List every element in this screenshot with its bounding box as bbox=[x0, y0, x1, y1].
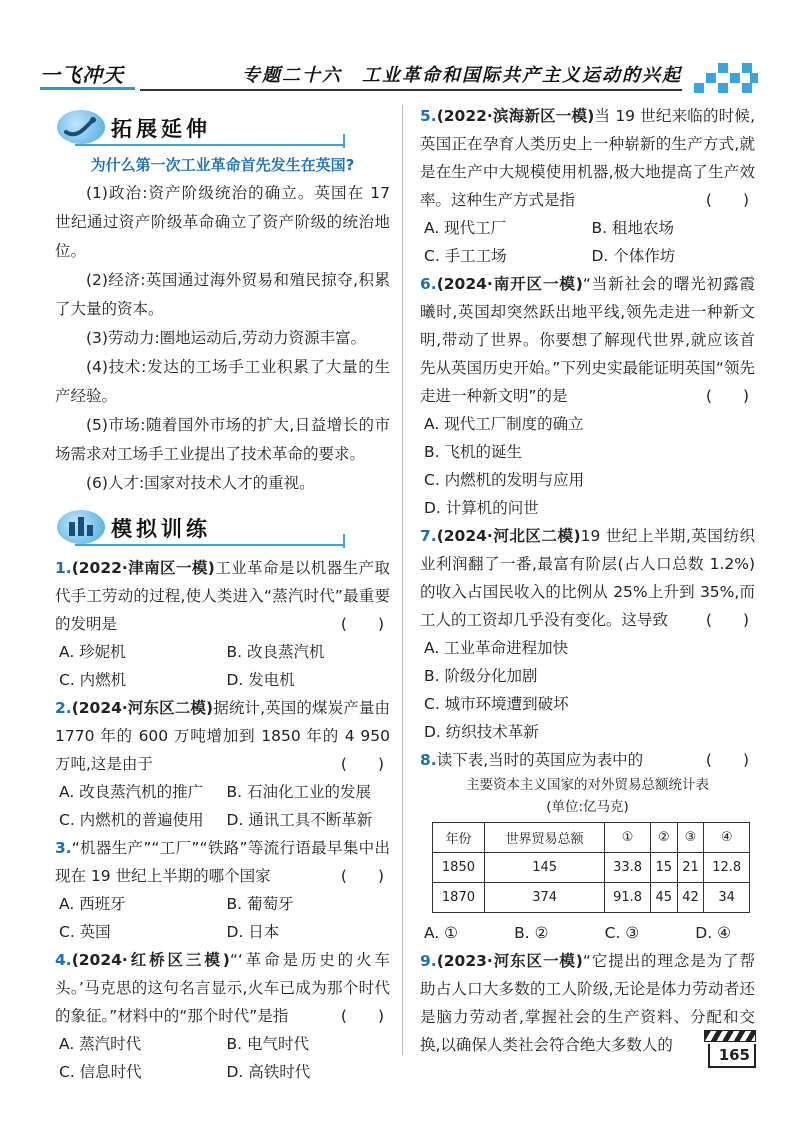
answer-bracket: ( ) bbox=[340, 1007, 384, 1025]
page-number-badge bbox=[700, 1030, 760, 1070]
question-number: 5. bbox=[420, 107, 437, 125]
table-header-cell: ① bbox=[605, 823, 651, 853]
option: D. 纺织技术革新 bbox=[424, 723, 539, 741]
option: D. 个体作坊 bbox=[591, 247, 676, 265]
training-section-header bbox=[55, 508, 390, 548]
question-number: 7. bbox=[420, 527, 437, 545]
extension-paragraph: (6)人才:国家对技术人才的重视。 bbox=[86, 474, 315, 492]
question-number: 1. bbox=[55, 559, 72, 577]
option: B. 石油化工业的发展 bbox=[226, 783, 371, 801]
question-item bbox=[420, 522, 755, 746]
question-item bbox=[55, 554, 390, 694]
answer-bracket: ( ) bbox=[340, 867, 384, 885]
extension-question: 为什么第一次工业革命首先发生在英国? bbox=[90, 156, 355, 174]
table-header-cell: 世界贸易总额 bbox=[484, 823, 604, 853]
option: A. 西班牙 bbox=[59, 895, 126, 913]
question-options bbox=[420, 214, 755, 270]
question-text: 读下表,当时的英国应为表中的 bbox=[436, 751, 644, 769]
training-heading: 模拟训练 bbox=[111, 517, 211, 541]
question-source: (2023·河东区一模) bbox=[436, 952, 583, 970]
question-options bbox=[55, 890, 390, 946]
extension-section-header bbox=[55, 108, 390, 148]
clapper-stripes-icon bbox=[704, 1030, 756, 1042]
extension-underline bbox=[75, 144, 345, 146]
option: B. 阶级分化加剧 bbox=[424, 667, 538, 685]
brand-underline bbox=[40, 87, 135, 90]
table-cell: 42 bbox=[677, 883, 704, 913]
extension-paragraph: (5)市场:随着国外市场的扩大,日益增长的市场需求对工场手工业提出了技术革命的要求。 bbox=[55, 416, 390, 463]
question-number: 6. bbox=[420, 275, 437, 293]
table-header-cell: ③ bbox=[677, 823, 704, 853]
right-column bbox=[420, 102, 755, 1059]
answer-bracket: ( ) bbox=[340, 615, 384, 633]
option: A. 改良蒸汽机的推广 bbox=[59, 783, 204, 801]
table-cell: 1870 bbox=[433, 883, 485, 913]
training-badge-icon bbox=[57, 510, 105, 544]
question-text: “它提出的理念是为了帮助占人口大多数的工人阶级,无论是体力劳动者还是脑力劳动者,掌握社会的生产资料、分配和交换,以确保人类社会符合绝大多数人的 bbox=[420, 952, 756, 1054]
question-source: (2024·红桥区三模) bbox=[71, 951, 230, 969]
question-number: 3. bbox=[55, 839, 72, 857]
question-text: 工业革命是以机器生产取代手工劳动的过程,使人类进入“蒸汽时代”最重要的发明是 bbox=[55, 559, 390, 633]
extension-paragraph: (3)劳动力:圈地运动后,劳动力资源丰富。 bbox=[86, 329, 367, 347]
option: A. 现代工厂制度的确立 bbox=[424, 415, 584, 433]
question-options bbox=[55, 638, 390, 694]
option: B. ② bbox=[514, 924, 549, 942]
option: C. 手工工场 bbox=[424, 247, 507, 265]
extension-paragraph: (2)经济:英国通过海外贸易和殖民掠夺,积累了大量的资本。 bbox=[55, 271, 390, 318]
table-cell: 15 bbox=[650, 853, 677, 883]
option: A. 工业革命进程加快 bbox=[424, 639, 569, 657]
option: A. 珍妮机 bbox=[59, 643, 126, 661]
table-header-cell: ② bbox=[650, 823, 677, 853]
question-text: “‘革命是历史的火车头。’马克思的这句名言显示,火车已成为那个时代的象征。”材料中的“那个时代”是指 bbox=[55, 951, 390, 1025]
page-number: 165 bbox=[708, 1044, 756, 1068]
question-number: 9. bbox=[420, 952, 437, 970]
question-source: (2024·河东区二模) bbox=[71, 699, 214, 717]
table-cell: 45 bbox=[650, 883, 677, 913]
option: B. 改良蒸汽机 bbox=[226, 643, 325, 661]
question-options bbox=[420, 919, 755, 947]
question-item bbox=[55, 834, 390, 946]
option: D. 通讯工具不断革新 bbox=[226, 811, 373, 829]
extension-underline-end bbox=[343, 134, 345, 148]
table-cell: 1850 bbox=[433, 853, 485, 883]
question-number: 4. bbox=[55, 951, 72, 969]
table-cell: 374 bbox=[484, 883, 604, 913]
answer-bracket: ( ) bbox=[340, 755, 384, 773]
answer-bracket: ( ) bbox=[705, 751, 749, 769]
chapter-title: 专题二十六 工业革命和国际共产主义运动的兴起 bbox=[242, 65, 682, 86]
option: D. 发电机 bbox=[226, 671, 295, 689]
question-item bbox=[55, 946, 390, 1086]
table-cell: 21 bbox=[677, 853, 704, 883]
option: C. 内燃机 bbox=[59, 671, 127, 689]
option: C. 内燃机的普遍使用 bbox=[59, 811, 204, 829]
page-header bbox=[40, 55, 760, 97]
option: C. ③ bbox=[604, 924, 640, 942]
option: D. 高铁时代 bbox=[226, 1063, 311, 1081]
question-options bbox=[55, 778, 390, 834]
table-cell: 91.8 bbox=[605, 883, 651, 913]
question-item bbox=[420, 270, 755, 522]
question-number: 8. bbox=[420, 751, 437, 769]
option: A. ① bbox=[424, 924, 459, 942]
answer-bracket: ( ) bbox=[705, 611, 749, 629]
option: B. 葡萄牙 bbox=[226, 895, 294, 913]
table-unit: (单位:亿马克) bbox=[546, 799, 629, 815]
option: B. 飞机的诞生 bbox=[424, 443, 522, 461]
option: C. 英国 bbox=[59, 923, 111, 941]
option: B. 租地农场 bbox=[591, 219, 674, 237]
extension-badge-icon bbox=[57, 110, 105, 144]
question-number: 2. bbox=[55, 699, 72, 717]
table-cell: 33.8 bbox=[605, 853, 651, 883]
question-options bbox=[55, 1030, 390, 1086]
question-text: “机器生产”“工厂”“铁路”等流行语最早集中出现在 19 世纪上半期的哪个国家 bbox=[55, 839, 390, 885]
question-item bbox=[420, 102, 755, 270]
trade-table bbox=[432, 822, 750, 913]
question-item bbox=[55, 694, 390, 834]
option: A. 现代工厂 bbox=[424, 219, 507, 237]
table-row bbox=[433, 853, 750, 883]
option: D. ④ bbox=[695, 924, 731, 942]
table-cell: 12.8 bbox=[704, 853, 750, 883]
option: C. 内燃机的发明与应用 bbox=[424, 471, 585, 489]
answer-bracket: ( ) bbox=[705, 387, 749, 405]
option: B. 电气时代 bbox=[226, 1035, 309, 1053]
question-source: (2024·河北区二模) bbox=[436, 527, 581, 545]
table-header-cell: 年份 bbox=[433, 823, 485, 853]
question-source: (2024·南开区一模) bbox=[436, 275, 583, 293]
left-column bbox=[55, 108, 390, 1086]
question-text: “当新社会的曙光初露霞曦时,英国却突然跃出地平线,领先走进一种新文明,带动了世界。你要想了解现代世界,就应该首先从英国历史开始。”下列史实最能证明英国“领先走进一种新文明”的是 bbox=[420, 275, 756, 405]
extension-paragraph: (4)技术:发达的工场手工业积累了大量的生产经验。 bbox=[55, 358, 390, 405]
table-cell: 34 bbox=[704, 883, 750, 913]
table-header-cell: ④ bbox=[704, 823, 750, 853]
column-divider bbox=[402, 105, 403, 1055]
table-header-row bbox=[433, 823, 750, 853]
answer-bracket: ( ) bbox=[705, 191, 749, 209]
option: C. 信息时代 bbox=[59, 1063, 142, 1081]
table-row bbox=[433, 883, 750, 913]
question-text: 当 19 世纪来临的时候,英国正在孕育人类历史上一种崭新的生产方式,就是在生产中大规模使用机器,极大地提高了生产效率。这种生产方式是指 bbox=[420, 107, 755, 209]
training-underline bbox=[75, 544, 345, 546]
question-source: (2022·津南区一模) bbox=[71, 559, 215, 577]
question-text: 据统计,英国的煤炭产量由1770 年的 600 万吨增加到 1850 年的 4 950 万吨,这是由于 bbox=[55, 699, 390, 773]
training-underline-end bbox=[343, 534, 345, 548]
question-item bbox=[420, 746, 755, 947]
option: D. 计算机的问世 bbox=[424, 499, 539, 517]
option: A. 蒸汽时代 bbox=[59, 1035, 142, 1053]
table-cell: 145 bbox=[484, 853, 604, 883]
brand-logo: 一飞冲天 bbox=[40, 63, 124, 87]
extension-heading: 拓展延伸 bbox=[111, 117, 211, 141]
question-text: 19 世纪上半期,英国纺织业利润翻了一番,最富有阶层(占人口总数 1.2%)的收入占国民收入的比例从 25%上升到 35%,而工人的工资却几乎没有变化。这导致 bbox=[420, 527, 756, 629]
question-source: (2022·滨海新区一模) bbox=[436, 107, 595, 125]
option: C. 城市环境遭到破坏 bbox=[424, 695, 569, 713]
option: D. 日本 bbox=[226, 923, 280, 941]
checker-decoration-icon bbox=[694, 61, 760, 93]
table-title: 主要资本主义国家的对外贸易总额统计表 bbox=[466, 777, 709, 793]
extension-paragraph: (1)政治:资产阶级统治的确立。英国在 17 世纪通过资产阶级革命确立了资产阶级的统治地位。 bbox=[55, 184, 390, 260]
header-rule bbox=[140, 89, 682, 91]
